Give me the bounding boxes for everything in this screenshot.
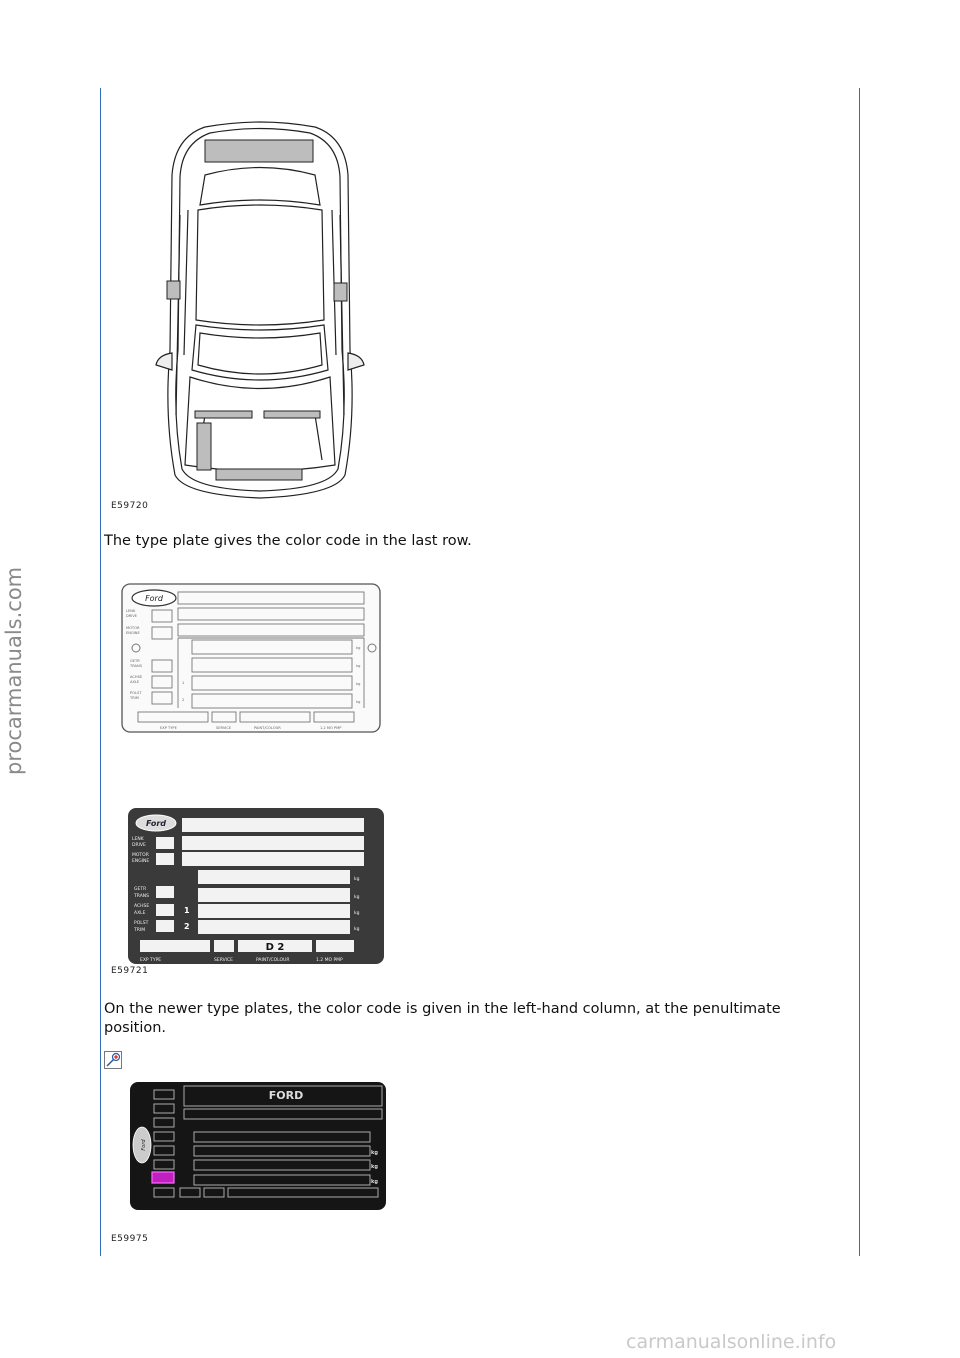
- newer-type-plate-figure: [128, 1080, 390, 1212]
- plate-old-light-label-getr: GETR: [130, 659, 140, 663]
- plate-color-code: D 2: [265, 942, 285, 953]
- plate-old-dark-bottom-label-1: EXP TYPE: [140, 958, 162, 963]
- plate-old-light-label-trim: TRIM: [130, 696, 139, 700]
- plate-old-light-label-drive: DRIVE: [126, 614, 138, 618]
- bottom-watermark: carmanualsonline.info: [626, 1331, 837, 1353]
- plate-old-light-kg-1: kg: [356, 646, 361, 650]
- plate-old-dark-label-drive: DRIVE: [132, 843, 146, 848]
- page-border-right: [859, 88, 860, 1256]
- plate-old-dark-kg-1: kg: [354, 877, 360, 882]
- newer-plate-kg-3: kg: [371, 1179, 378, 1185]
- paragraph-newer-plates: On the newer type plates, the color code is given in the left-hand column, at the penultimate position.: [104, 1001, 781, 1036]
- plate-old-dark-kg-4: kg: [354, 927, 360, 932]
- plate-old-dark-bottom-label-2: SERVICE: [214, 958, 233, 963]
- newer-plate-kg-2: kg: [371, 1164, 378, 1170]
- plate-old-light-label-axle: AXLE: [130, 680, 140, 684]
- figure-id-car: E59720: [111, 501, 149, 511]
- plate-old-dark-label-lenk: LENK: [132, 837, 144, 842]
- plate-old-light-label-trans: TRANS: [130, 664, 142, 668]
- plate-old-light-kg-3: kg: [356, 682, 361, 686]
- plate-old-dark-label-motor: MOTOR: [132, 853, 149, 858]
- plate-old-light-label-engine: ENGINE: [126, 631, 140, 635]
- car-topview-figure: [150, 115, 370, 500]
- plate-old-dark-bottom-label-4: 1.2 MO PMP: [316, 958, 343, 963]
- plate-old-dark-kg-3: kg: [354, 911, 360, 916]
- plate-old-light-axle-2: 2: [182, 698, 185, 702]
- plate-old-dark-logo: Ford: [145, 819, 167, 828]
- plate-old-dark-label-trim: TRIM: [134, 928, 146, 933]
- plate-old-dark-label-polst: POLST: [134, 921, 149, 926]
- side-watermark: procarmanuals.com: [2, 566, 26, 775]
- plate-old-light-axle-1: 1: [182, 681, 185, 685]
- plate-old-light-kg-4: kg: [356, 700, 361, 704]
- newer-plate-logo: Ford: [141, 1139, 147, 1151]
- plate-old-dark-bottom-label-3: PAINT/COLOUR: [256, 958, 290, 963]
- plate-old-light-bottom-label-2: SERVICE: [216, 726, 232, 730]
- newer-plate-brand: FORD: [268, 1089, 304, 1102]
- paragraph-type-plate: The type plate gives the color code in the last row.: [104, 533, 472, 549]
- plate-old-light-logo: Ford: [145, 594, 163, 603]
- page-border-left: [100, 88, 101, 1256]
- figure-id-newer-plate: E59975: [111, 1234, 149, 1244]
- plate-old-dark-label-trans: TRANS: [134, 894, 149, 899]
- plate-old-light-kg-2: kg: [356, 664, 361, 668]
- plate-old-dark-axle-2: 2: [184, 922, 190, 931]
- plate-old-light-label-motor: MOTOR: [126, 626, 140, 630]
- plate-old-dark-label-engine: ENGINE: [132, 859, 150, 864]
- plate-old-dark-label-getr: GETR: [134, 887, 147, 892]
- plate-old-light-label-lenk: LENK: [126, 609, 136, 613]
- plate-old-light-label-polst: POLST: [130, 691, 142, 695]
- newer-plate-kg-1: kg: [371, 1150, 378, 1156]
- plate-old-dark-kg-2: kg: [354, 895, 360, 900]
- plate-old-light-label-achse: ACHSE: [130, 675, 143, 679]
- figure-id-plates: E59721: [111, 966, 149, 976]
- plate-old-light-bottom-label-3: PAINT/COLOUR: [254, 726, 281, 730]
- zoom-icon[interactable]: [104, 1051, 122, 1069]
- plate-old-light-bottom-label-4: 1.2 MO PMP: [320, 726, 342, 730]
- type-plate-dark-figure: [126, 806, 386, 966]
- plate-old-dark-axle-1: 1: [184, 906, 190, 915]
- type-plate-light-figure: [120, 582, 390, 734]
- plate-old-light-bottom-label-1: EXP TYPE: [160, 726, 177, 730]
- plate-old-dark-label-achse: ACHSE: [134, 904, 150, 909]
- plate-old-dark-label-axle: AXLE: [134, 911, 146, 916]
- newer-plate-color-code-box: [152, 1172, 174, 1183]
